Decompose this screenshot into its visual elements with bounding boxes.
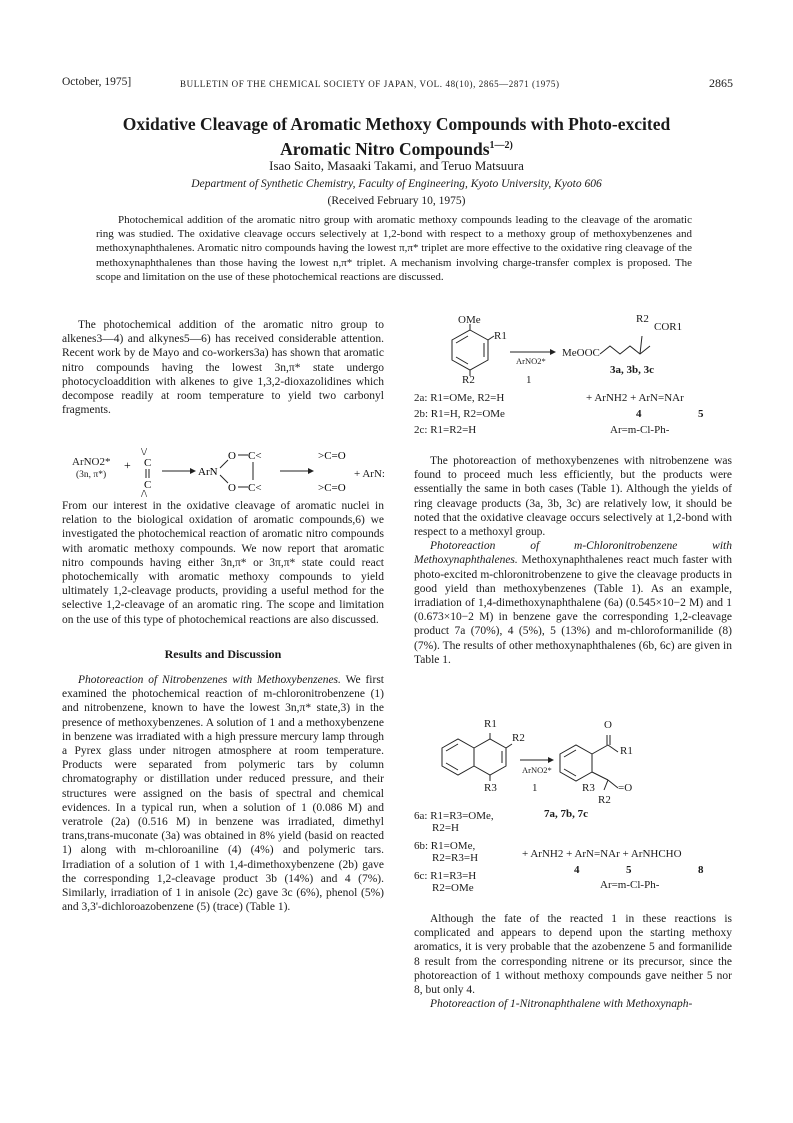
svg-text:C<: C<	[248, 482, 262, 494]
scheme3-r2-product: R2	[598, 794, 611, 806]
svg-text:\/: \/	[141, 446, 148, 458]
scheme2-n5: 5	[698, 408, 704, 420]
scheme3-r2: R2	[512, 732, 525, 744]
scheme3-label-6b-2: R2=R3=H	[432, 852, 479, 864]
right-text-2: Methoxynaphthalenes react much faster with photo-excited m-chloronitrobenzene to give the cleavage products in good yield than methoxybenzenes (Table 1). As an example, irradiation of 1,4-dimethoxynaphthalene (6a) (0.545×10−2 M) and 1 (0.673×10−2 M) in benzene gave the corresponding 1,2-cleavage product 7a (70%), 4 (5%), 5 (13%) and m-chloroformanilide (8) (7%). The results of other methoxynaphthalenes (6b, 6c) are given in Table 1.	[414, 554, 732, 666]
right-paragraph-3: Although the fate of the reacted 1 in these reactions is complicated and appears to depend upon the starting methoxy aromatics, it is very probable that the azobenzene 5 and formanilide 8 result from the corresponding nitrene or its precursor, since the photoreaction of 1 without methoxy compounds gave neither 5 nor 8, but only 4.	[414, 913, 732, 997]
scheme2-arrow-label: ArNO2*	[516, 356, 546, 366]
subheading-nitrobenzenes: Photoreaction of Nitrobenzenes with Methoxybenzenes.	[78, 674, 341, 687]
results-text-1: We first examined the photochemical reaction of m-chloronitrobenzene (1) and nitrobenzene, known to have the lowest 3n,π* state,3) in the presence of methoxybenzenes. A solution of 1 and a methoxybenzene in benzene was irradiated with a high pressure mercury lamp through a Pyrex glass under nitrogen atmosphere at room temperature. Products were separated from polymeric tars by column chromatography or distillation under reduced pressure, and their structures were assigned on the basis of spectral and chemical evidences. In a typical run, when a solution of 1 (0.086 M) and veratrole (2a) (0.516 M) in benzene was irradiated, dimethyl trans,trans-muconate (3a) was obtained in 8% yield (basid on reacted 1) along with m-chloroaniline (4) (4%) and polymeric tars. Irradiation of a solution of 1 with 1,4-dimethoxybenzene (2b) gave the corresponding 1,2-cleavage product 3b (14%) and 4 (7%). Similarly, irradiation of 1 in anisole (2c) gave 3c (6%), phenol (5%) and 3,3'-dichloroazobenzene (5) (trace) (Table 1).	[62, 674, 384, 914]
scheme-naphthalene	[414, 718, 732, 894]
scheme1-arno2: ArNO2*	[72, 456, 111, 468]
svg-text:ArN: ArN	[198, 466, 218, 478]
svg-text:C: C	[144, 457, 152, 469]
scheme2-n4: 4	[636, 408, 642, 420]
right-paragraph-2	[414, 539, 732, 667]
header-date: October, 1975]	[62, 76, 132, 88]
scheme2-cor1: COR1	[654, 321, 683, 333]
affiliation: Department of Synthetic Chemistry, Faculty of Engineering, Kyoto University, Kyoto 606	[191, 178, 602, 190]
scheme2-meooc: MeOOC	[562, 347, 600, 359]
scheme2-side-products: + ArNH2 + ArN=NAr	[586, 392, 684, 404]
right-column-bottom	[414, 912, 732, 1011]
scheme3-products: 7a, 7b, 7c	[544, 808, 588, 820]
scheme3-structure	[414, 722, 732, 822]
scheme2-ar-def: Ar=m-Cl-Ph-	[610, 424, 670, 436]
svg-text:O: O	[228, 482, 236, 494]
scheme3-label-6c-2: R2=OMe	[432, 882, 474, 894]
scheme2-reagent: 1	[526, 374, 532, 386]
scheme2-r2: R2	[462, 374, 475, 386]
scheme-dioxazolidine	[62, 442, 384, 498]
right-column-body	[414, 454, 732, 667]
subheading-nitronaphthalene: Photoreaction of 1-Nitronaphthalene with Methoxynaph-	[430, 998, 693, 1011]
title-line1: Oxidative Cleavage of Aromatic Methoxy Compounds with Photo-excited	[122, 114, 671, 134]
svg-text:>C=O: >C=O	[318, 482, 346, 494]
title-ref: 1—2)	[489, 140, 513, 151]
scheme3-o: O	[604, 719, 612, 731]
intro-paragraph-2: From our interest in the oxidative cleavage of aromatic nuclei in relation to the biological oxidation of aromatic compounds,6) we investigated the photochemical reaction of aromatic nitro compounds with aromatic methoxy compounds. We now report that aromatic nitro compounds having either 3n,π* or 3π,π* state could react photochemically with aromatic methoxy compounds to yield ultimately 1,2-cleavage products, providing a useful method for the selective 1,2-cleavage of an aromatic ring. The scope and limitation on the use of this type of photochemical reactions are also discussed.	[62, 500, 384, 626]
scheme2-r1: R1	[494, 330, 507, 342]
subheading-methoxynaphthalenes: Photoreaction of m-Chloronitrobenzene with Methoxynaphthalenes.	[414, 540, 732, 567]
svg-text:/\: /\	[141, 488, 148, 498]
scheme1-nitrene: + ArN:	[354, 468, 385, 480]
scheme3-n8: 8	[698, 864, 704, 876]
scheme3-side-products: + ArNH2 + ArN=NAr + ArNHCHO	[522, 848, 682, 860]
scheme2-ome: OMe	[458, 314, 481, 326]
scheme2-label-2a: 2a: R1=OMe, R2=H	[414, 392, 505, 404]
scheme3-ar-def: Ar=m-Cl-Ph-	[600, 879, 660, 891]
scheme1-structure	[62, 442, 384, 498]
scheme3-label-6a-2: R2=H	[432, 822, 459, 834]
scheme3-r1-product: R1	[620, 745, 633, 757]
abstract: Photochemical addition of the aromatic nitro group with aromatic methoxy compounds leading to the cleavage of the aromatic ring was studied. The oxidative cleavage occurs selectively at 1,2-bond with respect to a methoxy group of methoxybenzenes and methoxynaphthalenes. Aromatic nitro compounds having the lowest π,π* triplet are more effective to the oxidative ring cleavage of the methoxynaphthalenes than those having the lowest n,π* triplet. A mechanism involving charge-transfer complex is proposed. The scope and limitation on the use of these photochemical reactions are discussed.	[96, 214, 692, 283]
scheme2-label-2c: 2c: R1=R2=H	[414, 424, 477, 436]
scheme2-r2-product: R2	[636, 313, 649, 325]
authors: Isao Saito, Masaaki Takami, and Teruo Matsuura	[269, 158, 524, 173]
right-paragraph-1: The photoreaction of methoxybenzenes with nitrobenzene was found to proceed much less efficiently, but the products were essentially the same in both cases (Table 1). Although the yields of ring cleavage products (3a, 3b, 3c) are relatively low, it should be noted that the oxidative cleavage occurs selectively at 1,2-bond with respect to a methoxyl group.	[414, 455, 732, 539]
scheme3-n4: 4	[574, 864, 580, 876]
scheme3-eqo: =O	[618, 782, 633, 794]
scheme3-label-6c-1: 6c: R1=R3=H	[414, 870, 477, 882]
page-number: 2865	[709, 76, 733, 90]
left-column-body	[62, 499, 384, 914]
svg-text:C: C	[144, 479, 152, 491]
header-journal: BULLETIN OF THE CHEMICAL SOCIETY OF JAPAN, VOL. 48(10), 2865—2871 (1975)	[180, 79, 560, 89]
intro-paragraph-1: The photochemical addition of the aromatic nitro group to alkenes3—4) and alkynes5—6) has received considerable attention. Recent work by de Mayo and co-workers3a) has shown that aromatic nitro compounds having the lowest 3n,π* state undergo photocycloaddition with alkenes to give 1,3,2-dioxazolidines which decompose readily at room temperature to yield two carbonyl fragments.	[62, 319, 384, 417]
received-date: (Received February 10, 1975)	[327, 195, 466, 207]
left-column-top	[62, 318, 384, 417]
right-paragraph-4	[414, 997, 732, 1011]
svg-text:C<: C<	[248, 450, 262, 462]
svg-text:>C=O: >C=O	[318, 450, 346, 462]
scheme3-arrow-label: ArNO2*	[522, 765, 552, 775]
scheme3-label-6a-1: 6a: R1=R3=OMe,	[414, 810, 494, 822]
scheme3-n5: 5	[626, 864, 632, 876]
scheme2-products: 3a, 3b, 3c	[610, 364, 654, 376]
svg-text:O: O	[228, 450, 236, 462]
scheme3-reagent: 1	[532, 782, 538, 794]
scheme3-r3-product: R3	[582, 782, 595, 794]
paper-title	[60, 114, 733, 160]
svg-text:+: +	[124, 458, 131, 472]
scheme3-r1: R1	[484, 718, 497, 730]
scheme2-label-2b: 2b: R1=H, R2=OMe	[414, 408, 505, 420]
scheme3-r3: R3	[484, 782, 497, 794]
scheme3-label-6b-1: 6b: R1=OMe,	[414, 840, 476, 852]
section-heading: Results and Discussion	[164, 646, 282, 661]
results-paragraph-1	[62, 673, 384, 914]
title-line2: Aromatic Nitro Compounds	[280, 138, 490, 159]
scheme1-state: (3n, π*)	[76, 470, 107, 480]
scheme-muconate	[414, 312, 732, 450]
